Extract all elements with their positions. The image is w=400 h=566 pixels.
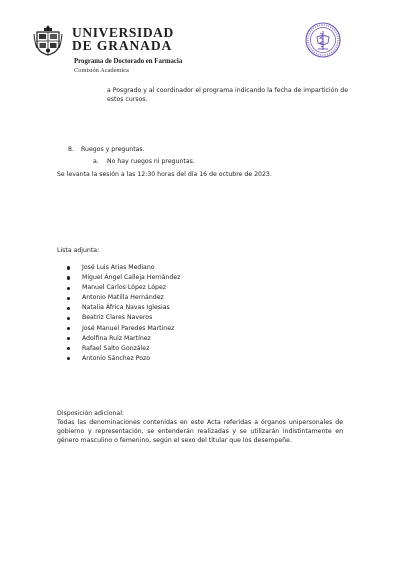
list-item: José Luis Arias Mediano (57, 263, 180, 273)
list-item: Antonio Matilla Hernández (57, 293, 180, 303)
continuation-paragraph: a Posgrado y al coordinador el programa indicando la fecha de impartición de estos cursos. (107, 87, 348, 103)
disposition-label: Disposición adicional: (57, 410, 125, 417)
university-crest-icon (33, 24, 63, 56)
program-name: Programa de Doctorado en Farmacia (74, 58, 183, 65)
commission-name: Comisión Académica (74, 67, 129, 74)
item-8-title: Ruegos y preguntas. (81, 146, 145, 153)
list-item: Manuel Carlos López López (57, 283, 180, 293)
list-item: Rafael Salto González (57, 344, 180, 354)
university-name (72, 26, 174, 52)
list-item: José Manuel Paredes Martinez (57, 324, 180, 334)
item-8a-letter: a. (93, 158, 99, 165)
list-item: Adolfina Ruiz Martínez (57, 334, 180, 344)
disposition-paragraph: Todas las denominaciones contenidas en este Acta referidas a órganos unipersonales de gobierno y representación, se entenderán realizadas y se utilizarán indistintamente en género masculino o femenino, según el sexo del titular que los desempeñe. (57, 419, 343, 444)
list-item: Beatriz Clares Naveros (57, 313, 180, 323)
list-item: Natalia África Navas Iglesias (57, 303, 180, 313)
list-item: Antonio Sánchez Pozo (57, 354, 180, 364)
attendees-label: Lista adjunta: (57, 247, 100, 254)
session-closing-statement: Se levanta la sesión a las 12:30 horas del día 16 de octubre de 2023. (57, 171, 272, 178)
attendees-list (57, 263, 180, 364)
list-item: Miguel Ángel Calleja Hernández (57, 273, 180, 283)
item-8-number: 8. (68, 146, 74, 153)
university-name-line2: DE GRANADA (72, 38, 173, 53)
university-name-line1: UNIVERSIDAD (72, 25, 174, 40)
pharmacy-faculty-seal-icon (305, 22, 341, 58)
item-8a-text: No hay ruegos ni preguntas. (107, 158, 195, 165)
